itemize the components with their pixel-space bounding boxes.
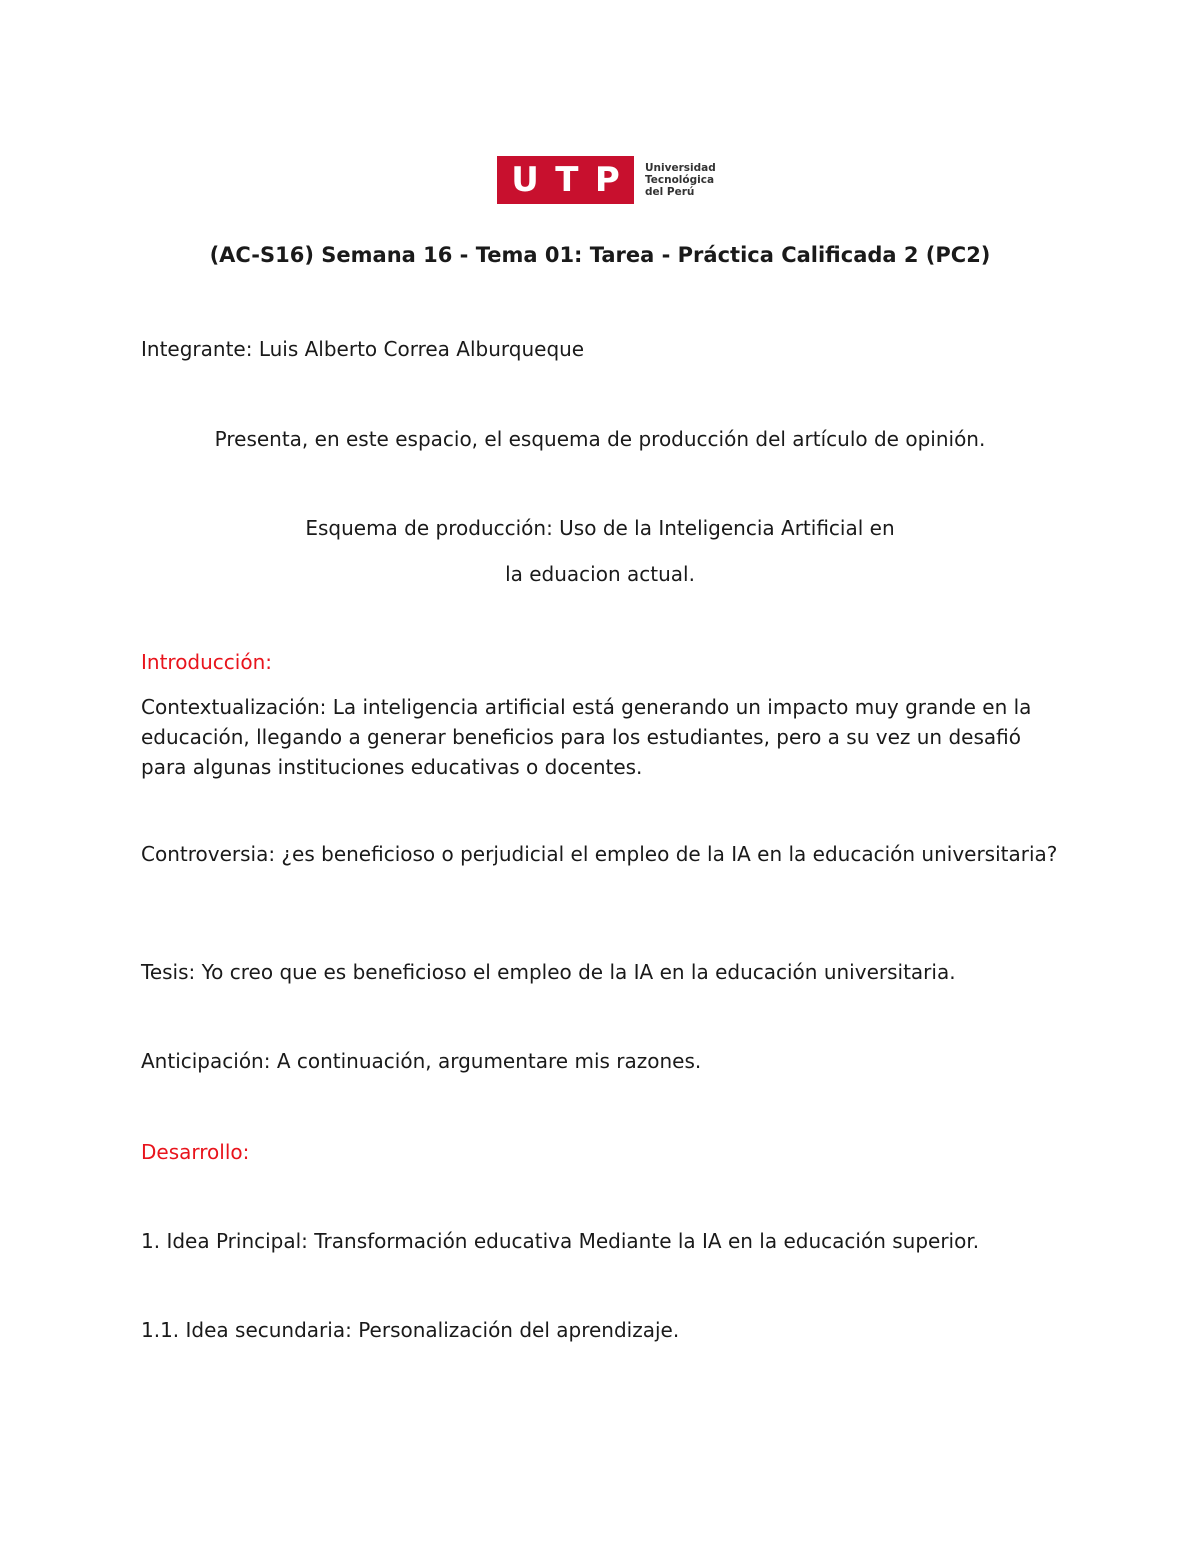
esquema-line-1: Esquema de producción: Uso de la Inteligencia Artificial en bbox=[305, 516, 895, 540]
utp-logo-box bbox=[497, 156, 634, 204]
desarrollo-heading: Desarrollo: bbox=[141, 1140, 250, 1164]
utp-logo bbox=[497, 156, 716, 204]
logo-text-line-3: del Perú bbox=[645, 186, 695, 198]
document-title: (AC-S16) Semana 16 - Tema 01: Tarea - Práctica Calificada 2 (PC2) bbox=[209, 243, 991, 267]
logo-letter-p: P bbox=[594, 160, 620, 200]
logo-letter-t: T bbox=[555, 160, 579, 200]
contextualizacion-paragraph: Contextualización: La inteligencia artificial está generando un impacto muy grande en la educación, llegando a generar beneficios para los estudiantes, pero a su vez un desafió para algunas instituciones educativas o docentes. bbox=[141, 695, 1032, 779]
tesis-line: Tesis: Yo creo que es beneficioso el empleo de la IA en la educación universitaria. bbox=[141, 960, 956, 984]
esquema-line-2: la eduacion actual. bbox=[505, 562, 695, 586]
logo-text-line-2: Tecnológica bbox=[645, 174, 715, 186]
idea-principal-line: 1. Idea Principal: Transformación educativa Mediante la IA en la educación superior. bbox=[141, 1229, 980, 1253]
introduccion-heading: Introducción: bbox=[141, 650, 273, 674]
integrante-line: Integrante: Luis Alberto Correa Alburqueque bbox=[141, 337, 585, 361]
logo-letter-u: U bbox=[511, 160, 539, 200]
logo-text-line-1: Universidad bbox=[645, 162, 716, 174]
anticipacion-line: Anticipación: A continuación, argumentare mis razones. bbox=[141, 1049, 702, 1073]
logo-university-name bbox=[645, 162, 716, 198]
instruction-line: Presenta, en este espacio, el esquema de producción del artículo de opinión. bbox=[214, 427, 986, 451]
idea-secundaria-line: 1.1. Idea secundaria: Personalización del aprendizaje. bbox=[141, 1318, 680, 1342]
controversia-paragraph: Controversia: ¿es beneficioso o perjudicial el empleo de la IA en la educación universitaria? bbox=[141, 842, 1058, 866]
